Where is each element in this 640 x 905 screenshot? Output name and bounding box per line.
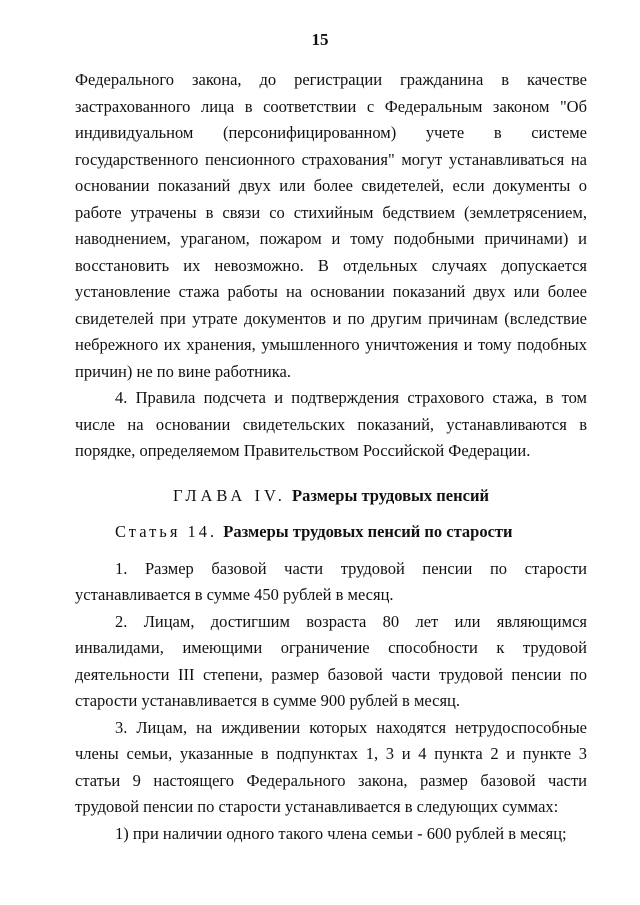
sub-item-1: 1) при наличии одного такого члена семьи - 600 рублей в месяц; [115, 823, 567, 843]
paragraph-4: 4. Правила подсчета и подтверждения страхового стажа, в том числе на основании свидетельских показаний, устанавливаются в порядке, определяемом Правительством Российской Федерации. [75, 388, 587, 460]
chapter-label: ГЛАВА IV. [173, 485, 286, 505]
chapter-heading [75, 483, 587, 510]
article-label: Статья 14. [115, 522, 218, 541]
document-body [75, 67, 587, 847]
page-number: 15 [311, 30, 329, 49]
continuation-paragraph: Федерального закона, до регистрации гражданина в качестве застрахованного лица в соответствии с Федеральным законом "Об индивидуальном (персонифицированном) учете в системе государственного пенсионного страхования" могут устанавливаться на основании показаний двух или более свидетелей, если документы о работе утрачены в связи со стихийным бедствием (землетрясением, наводнением, ураганом, пожаром и тому подобными причинами) и восстановить их невозможно. В отдельных случаях допускается установление стажа работы на основании показаний двух или более свидетелей при утрате документов и по другим причинам (вследствие небрежного их хранения, умышленного уничтожения и тому подобных причин) не по вине работника. [75, 70, 587, 381]
article-paragraph-3: 3. Лицам, на иждивении которых находятся нетрудоспособные члены семьи, указанные в подпунктах 1, 3 и 4 пункта 2 и пункте 3 статьи 9 настоящего Федерального закона, размер базовой части трудовой пенсии по старости устанавливается в следующих суммах: [75, 717, 587, 816]
article-title: Размеры трудовых пенсий по старости [223, 522, 513, 541]
article-paragraph-2: 2. Лицам, достигшим возраста 80 лет или являющимся инвалидами, имеющими ограничение способности к трудовой деятельности III степени, размер базовой части трудовой пенсии по старости устанавливается в сумме 900 рублей в месяц. [75, 611, 587, 710]
article-paragraph-1: 1. Размер базовой части трудовой пенсии по старости устанавливается в сумме 450 рублей в месяц. [75, 558, 587, 604]
article-heading [75, 519, 587, 546]
chapter-title: Размеры трудовых пенсий [291, 485, 489, 505]
